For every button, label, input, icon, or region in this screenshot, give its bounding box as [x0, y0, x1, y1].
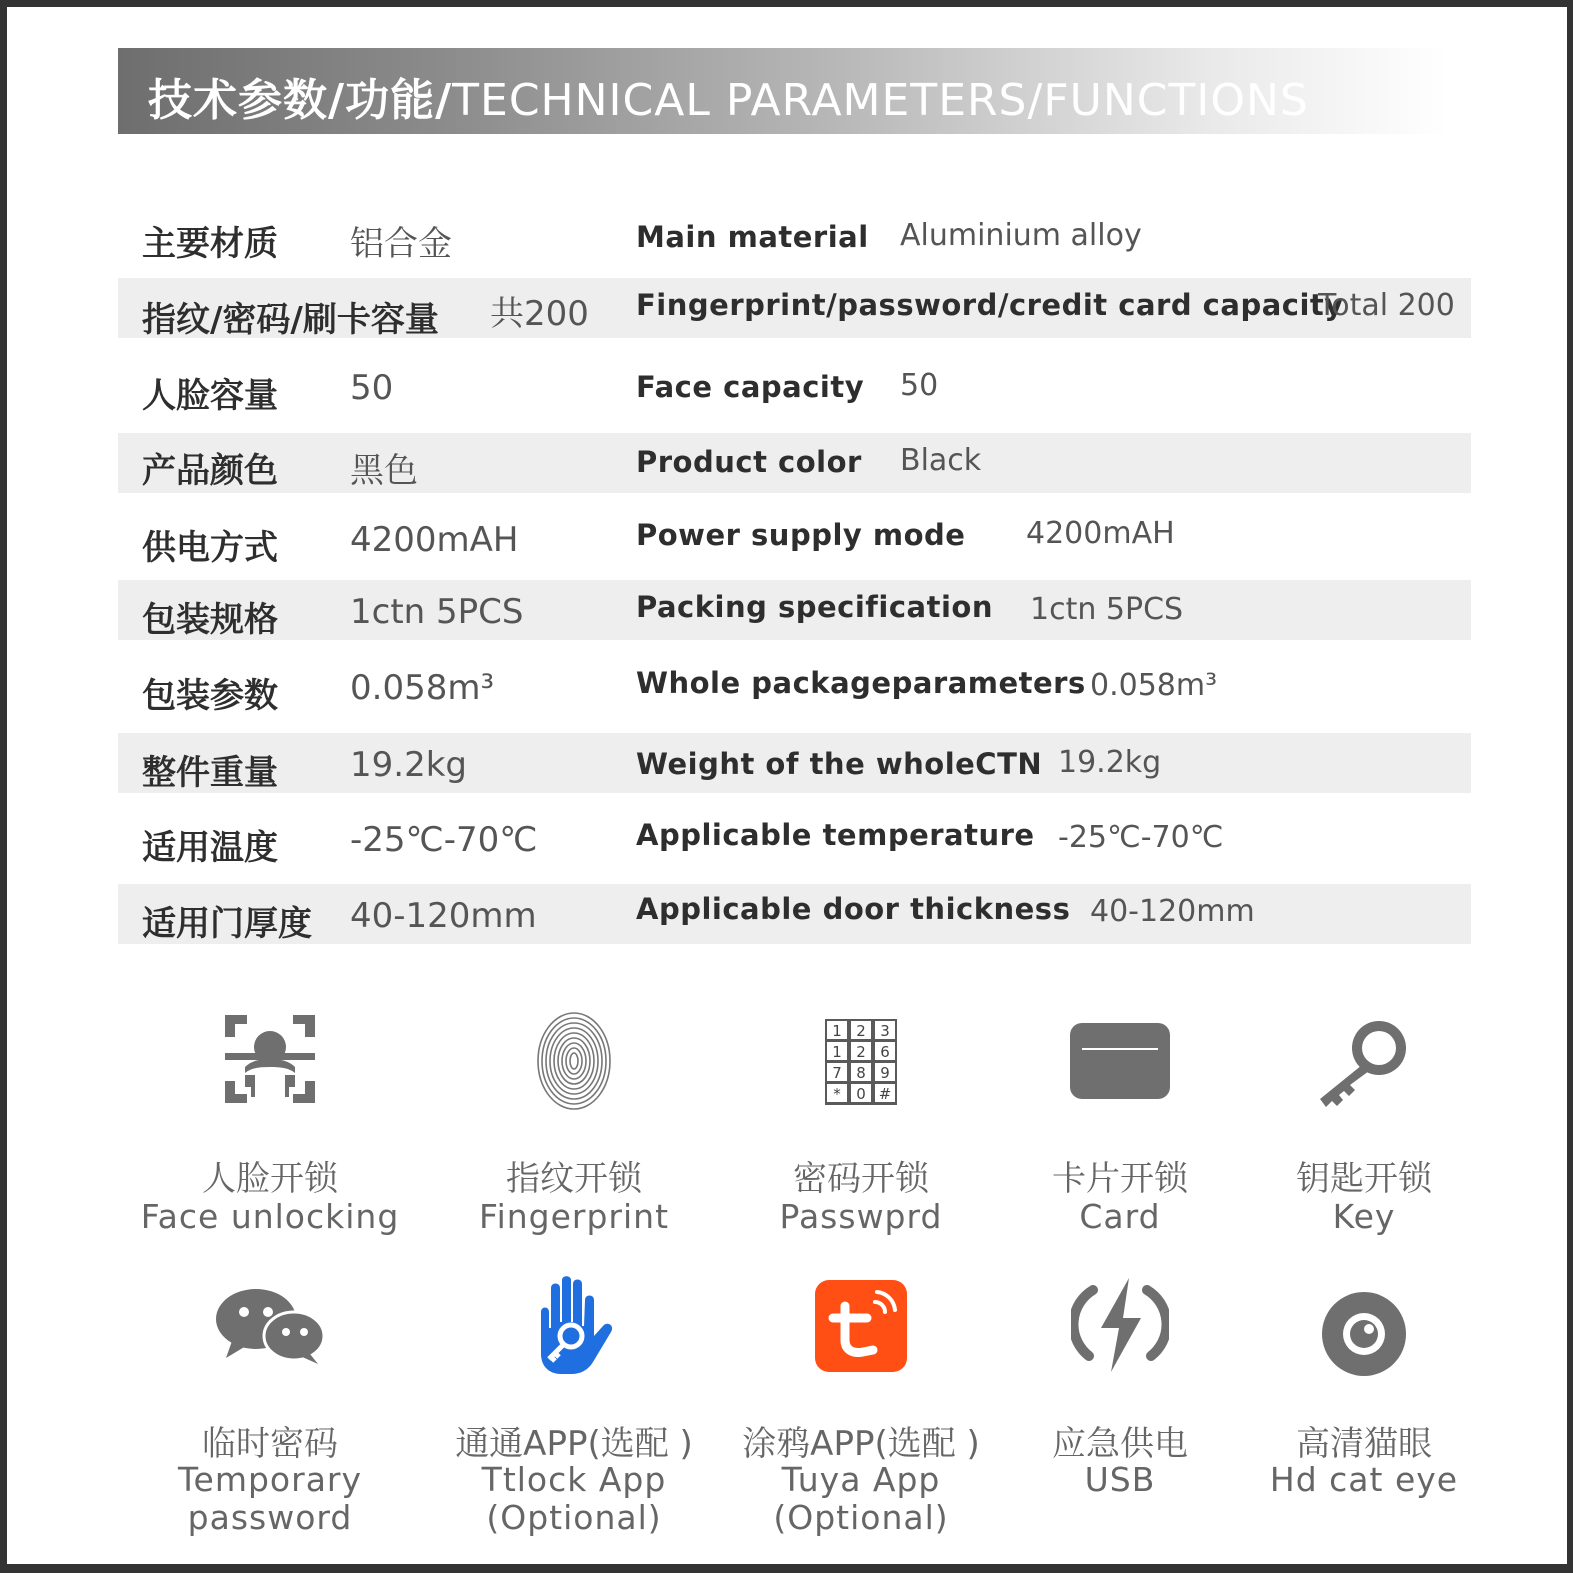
spec-row-color — [118, 433, 1471, 493]
spec-value-zh: 50 — [350, 368, 394, 408]
spec-label-zh: 适用温度 — [142, 828, 278, 868]
spec-value-en: Total 200 — [1318, 288, 1455, 323]
keypad-icon — [825, 1019, 897, 1105]
feature-label-zh: 临时密码 — [202, 1424, 338, 1464]
spec-label-zh: 适用门厚度 — [142, 904, 312, 944]
spec-row-package-params — [118, 658, 1471, 718]
spec-label-zh: 产品颜色 — [142, 451, 278, 491]
spec-value-zh: 0.058m³ — [350, 668, 495, 708]
keypad-key: 9 — [880, 1064, 890, 1082]
spec-label-zh: 整件重量 — [142, 753, 278, 793]
spec-value-zh: 40-120mm — [350, 896, 537, 936]
spec-value-en: 0.058m³ — [1090, 668, 1218, 703]
feature-label-en-line2: (Optional) — [486, 1498, 662, 1537]
spec-label-en: Applicable door thickness — [636, 892, 1071, 926]
section-title-bar — [118, 48, 1448, 134]
spec-label-zh: 人脸容量 — [142, 376, 278, 416]
usb-power-icon — [1071, 1276, 1169, 1374]
spec-label-zh: 包装参数 — [142, 676, 278, 716]
feature-temporary-password — [130, 1276, 410, 1546]
spec-value-zh: -25℃-70℃ — [350, 820, 538, 860]
feature-label-zh: 应急供电 — [1052, 1424, 1188, 1464]
feature-label-zh: 卡片开锁 — [1052, 1159, 1188, 1199]
spec-label-en: Packing specification — [636, 590, 993, 624]
feature-usb — [980, 1276, 1260, 1546]
spec-label-en: Applicable temperature — [636, 818, 1035, 852]
spec-label-en: Product color — [636, 445, 862, 479]
feature-label-zh: 高清猫眼 — [1296, 1424, 1432, 1464]
feature-tuya-app — [721, 1276, 1001, 1546]
feature-label-zh: 涂鸦APP(选配 ) — [742, 1424, 980, 1464]
title-english: TECHNICAL PARAMETERS/FUNCTIONS — [452, 75, 1309, 126]
feature-cat-eye — [1224, 1276, 1504, 1546]
feature-label-en-line2: (Optional) — [773, 1498, 949, 1537]
feature-label-en: Fingerprint — [478, 1197, 670, 1236]
feature-label-en: Card — [1079, 1197, 1161, 1236]
tuya-logo-icon — [815, 1280, 907, 1372]
spec-row-packing — [118, 580, 1471, 640]
spec-value-zh: 19.2kg — [350, 745, 467, 785]
keypad-key: 1 — [832, 1043, 842, 1061]
feature-label-en: Temporary — [177, 1460, 363, 1499]
feature-face-unlocking — [130, 1005, 410, 1245]
feature-label-en: USB — [1084, 1460, 1156, 1499]
feature-label-en: Hd cat eye — [1269, 1460, 1459, 1499]
spec-row-face-capacity — [118, 358, 1471, 418]
keypad-key: 3 — [880, 1022, 890, 1040]
spec-row-temperature — [118, 808, 1471, 868]
spec-value-en: 4200mAH — [1026, 516, 1175, 551]
camera-eye-icon — [1320, 1290, 1408, 1378]
title-chinese: 技术参数/功能/ — [148, 75, 453, 126]
feature-card — [980, 1005, 1260, 1245]
spec-value-en: 1ctn 5PCS — [1030, 592, 1184, 627]
spec-label-en: Weight of the wholeCTN — [636, 747, 1043, 781]
spec-row-material — [118, 208, 1471, 268]
spec-value-en: 19.2kg — [1058, 745, 1162, 780]
spec-value-zh: 1ctn 5PCS — [350, 592, 524, 632]
spec-label-en: Main material — [636, 220, 869, 254]
keypad-key: 2 — [856, 1022, 866, 1040]
keypad-key: 7 — [832, 1064, 842, 1082]
chat-bubbles-icon — [214, 1286, 326, 1366]
spec-row-power — [118, 508, 1471, 568]
spec-label-en: Fingerprint/password/credit card capacity — [636, 288, 1344, 322]
spec-value-en: 50 — [900, 368, 939, 403]
spec-label-zh: 供电方式 — [142, 528, 278, 568]
feature-ttlock-app — [434, 1276, 714, 1546]
feature-label-zh: 指纹开锁 — [506, 1159, 642, 1199]
spec-value-zh: 黑色 — [350, 451, 418, 491]
keypad-key: # — [878, 1085, 892, 1103]
spec-row-door-thickness — [118, 884, 1471, 944]
spec-value-en: Aluminium alloy — [900, 218, 1142, 253]
feature-fingerprint — [434, 1005, 714, 1245]
spec-label-zh: 主要材质 — [142, 224, 278, 264]
spec-label-zh: 包装规格 — [142, 600, 278, 640]
spec-value-en: -25℃-70℃ — [1058, 820, 1224, 855]
page-title — [148, 64, 1309, 128]
spec-row-weight — [118, 733, 1471, 793]
card-icon — [1068, 1021, 1172, 1101]
face-scan-icon — [223, 1013, 317, 1105]
feature-label-en: Ttlock App — [481, 1460, 667, 1499]
spec-row-capacity — [118, 278, 1471, 338]
feature-label-en: Face unlocking — [140, 1197, 400, 1236]
spec-value-en: 40-120mm — [1090, 894, 1255, 929]
spec-label-zh: 指纹/密码/刷卡容量 — [142, 300, 439, 340]
spec-label-en: Whole packageparameters — [636, 666, 1086, 700]
spec-value-zh: 铝合金 — [350, 224, 452, 264]
keypad-key: * — [833, 1085, 841, 1103]
spec-value-zh: 4200mAH — [350, 520, 519, 560]
ttlock-hand-key-icon — [533, 1276, 615, 1376]
keypad-key: 1 — [832, 1022, 842, 1040]
feature-password — [721, 1005, 1001, 1245]
feature-label-zh: 密码开锁 — [793, 1159, 929, 1199]
keypad-key: 0 — [856, 1085, 866, 1103]
spec-value-zh: 共200 — [490, 294, 589, 334]
fingerprint-icon — [534, 1009, 614, 1113]
feature-label-en: Passwprd — [779, 1197, 943, 1236]
spec-label-en: Power supply mode — [636, 518, 966, 552]
spec-value-en: Black — [900, 443, 982, 478]
feature-label-zh: 钥匙开锁 — [1296, 1159, 1432, 1199]
keypad-key: 2 — [856, 1043, 866, 1061]
feature-label-zh: 人脸开锁 — [202, 1159, 338, 1199]
feature-key — [1224, 1005, 1504, 1245]
feature-label-zh: 通通APP(选配 ) — [455, 1424, 693, 1464]
key-icon — [1314, 1013, 1414, 1111]
feature-label-en: Key — [1332, 1197, 1396, 1236]
keypad-key: 6 — [880, 1043, 890, 1061]
keypad-key: 8 — [856, 1064, 866, 1082]
feature-label-en-line2: password — [187, 1498, 353, 1537]
spec-label-en: Face capacity — [636, 370, 865, 404]
feature-label-en: Tuya App — [781, 1460, 941, 1499]
